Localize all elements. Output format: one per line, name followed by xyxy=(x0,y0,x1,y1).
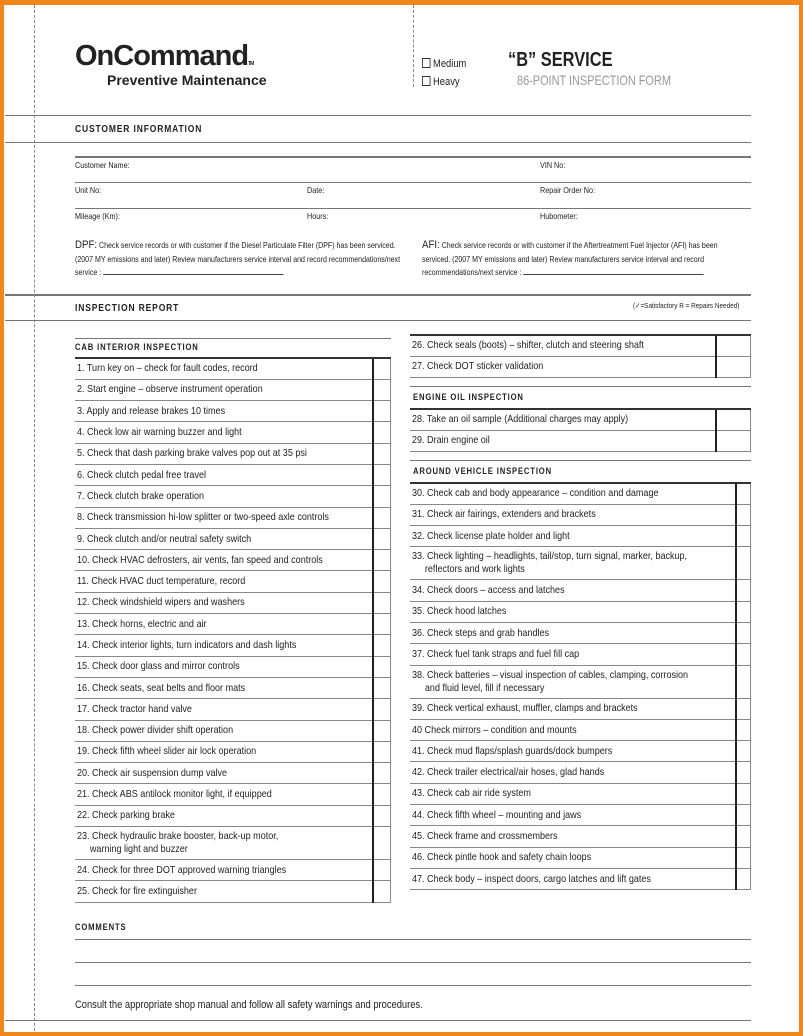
checklist-row xyxy=(75,784,391,805)
checklist-item-text: 16. Check seats, seat belts and floor mats xyxy=(75,677,373,698)
status-checkbox[interactable] xyxy=(736,826,751,847)
checklist-row xyxy=(75,592,391,613)
status-checkbox[interactable] xyxy=(373,805,391,826)
status-checkbox[interactable] xyxy=(373,379,391,400)
status-checkbox[interactable] xyxy=(736,580,751,601)
status-checkbox[interactable] xyxy=(373,486,391,507)
status-checkbox[interactable] xyxy=(373,422,391,443)
status-checkbox[interactable] xyxy=(736,719,751,740)
status-checkbox[interactable] xyxy=(373,550,391,571)
brand-subtitle: Preventive Maintenance xyxy=(107,72,267,88)
checklist-row xyxy=(75,656,391,677)
form-title: “B” SERVICE xyxy=(508,49,613,71)
status-checkbox[interactable] xyxy=(373,677,391,698)
checklist-row xyxy=(75,379,391,400)
checklist-row xyxy=(75,358,391,379)
comments-heading: COMMENTS xyxy=(75,922,127,932)
checklist-item-text: 6. Check clutch pedal free travel xyxy=(75,464,373,485)
status-checkbox[interactable] xyxy=(736,526,751,547)
checklist-item-text: 28. Take an oil sample (Additional charges may apply) xyxy=(410,409,716,430)
status-checkbox[interactable] xyxy=(736,762,751,783)
checklist-item-text: 24. Check for three DOT approved warning triangles xyxy=(75,860,373,881)
status-checkbox[interactable] xyxy=(736,783,751,804)
checklist-row xyxy=(75,486,391,507)
checklist-row xyxy=(410,719,751,740)
status-checkbox[interactable] xyxy=(373,614,391,635)
status-checkbox[interactable] xyxy=(716,335,751,356)
checklist-row xyxy=(410,783,751,804)
checklist-row xyxy=(75,550,391,571)
checklist-item-text: 19. Check fifth wheel slider air lock operation xyxy=(75,741,373,762)
checklist-item-text: 31. Check air fairings, extenders and brackets xyxy=(410,504,736,525)
checklist-item-text: 33. Check lighting – headlights, tail/stop, turn signal, marker, backup, reflectors and work lights xyxy=(410,547,736,580)
checklist-row xyxy=(75,614,391,635)
checklist-row xyxy=(75,699,391,720)
status-checkbox[interactable] xyxy=(736,601,751,622)
checklist-item-text: 41. Check mud flaps/splash guards/dock bumpers xyxy=(410,741,736,762)
checklist-item-text: 21. Check ABS antilock monitor light, if equipped xyxy=(75,784,373,805)
checklist-item-text: 37. Check fuel tank straps and fuel fill cap xyxy=(410,644,736,665)
status-checkbox[interactable] xyxy=(373,741,391,762)
checklist-item-text: 1. Turn key on – check for fault codes, record xyxy=(75,358,373,379)
checklist-row xyxy=(75,422,391,443)
checklist-row xyxy=(410,698,751,719)
checklist-row xyxy=(410,504,751,525)
oil-heading: ENGINE OIL INSPECTION xyxy=(413,392,524,402)
checklist-row xyxy=(75,528,391,549)
checklist-item-text: 44. Check fifth wheel – mounting and jaws xyxy=(410,805,736,826)
cab-heading: CAB INTERIOR INSPECTION xyxy=(75,342,199,352)
checklist-item-text: 32. Check license plate holder and light xyxy=(410,526,736,547)
checklist-item-text: 36. Check steps and grab handles xyxy=(410,622,736,643)
status-checkbox[interactable] xyxy=(736,622,751,643)
checklist-row xyxy=(75,635,391,656)
checklist-row xyxy=(410,580,751,601)
status-checkbox[interactable] xyxy=(373,571,391,592)
legend: (✓=Satisfactory R = Repairs Needed) xyxy=(633,301,740,310)
checklist-item-text: 29. Drain engine oil xyxy=(410,430,716,451)
footer-note: Consult the appropriate shop manual and follow all safety warnings and procedures. xyxy=(75,999,423,1011)
checklist-item-text: 39. Check vertical exhaust, muffler, clamps and brackets xyxy=(410,698,736,719)
status-checkbox[interactable] xyxy=(736,504,751,525)
checklist-item-text: 2. Start engine – observe instrument operation xyxy=(75,379,373,400)
afi-note: AFI: Check service records or with customer if the Aftertreatment Fuel Injector (AFI) has been serviced. (2007 MY emissions and later) Review manufacturers service interval and record recommendations/next service : xyxy=(422,239,718,277)
afi-input[interactable] xyxy=(523,266,703,275)
repair-order-field[interactable]: Repair Order No: xyxy=(540,185,596,195)
checkbox[interactable] xyxy=(422,58,431,68)
checklist-row xyxy=(410,762,751,783)
checklist-row xyxy=(410,622,751,643)
status-checkbox[interactable] xyxy=(716,430,751,451)
checklist-row xyxy=(410,741,751,762)
checklist-item-text: 4. Check low air warning buzzer and light xyxy=(75,422,373,443)
checklist-row xyxy=(75,720,391,741)
checklist-item-text: 13. Check horns, electric and air xyxy=(75,614,373,635)
checklist-item-text: 20. Check air suspension dump valve xyxy=(75,763,373,784)
checklist-row xyxy=(75,464,391,485)
checklist-item-text: 43. Check cab air ride system xyxy=(410,783,736,804)
checklist-row xyxy=(410,356,751,377)
status-checkbox[interactable] xyxy=(373,827,391,860)
checklist-item-text: 3. Apply and release brakes 10 times xyxy=(75,401,373,422)
status-checkbox[interactable] xyxy=(373,635,391,656)
checklist-item-text: 38. Check batteries – visual inspection of cables, clamping, corrosion and fluid level, fill if necessary xyxy=(410,665,736,698)
checklist-item-text: 45. Check frame and crossmembers xyxy=(410,826,736,847)
dpf-note: DPF: Check service records or with customer if the Diesel Particulate Filter (DPF) has been serviced. (2007 MY emissions and later) Review manufacturers service interval and record recommendations/next service : xyxy=(75,239,401,277)
checklist-item-text: 12. Check windshield wipers and washers xyxy=(75,592,373,613)
checklist-item-text: 46. Check pintle hook and safety chain loops xyxy=(410,847,736,868)
checklist-item-text: 14. Check interior lights, turn indicators and dash lights xyxy=(75,635,373,656)
checklist-row xyxy=(410,430,751,451)
comment-line[interactable] xyxy=(75,939,751,940)
checklist-row xyxy=(410,868,751,889)
status-checkbox[interactable] xyxy=(373,358,391,379)
checklist-row xyxy=(75,763,391,784)
checklist-row xyxy=(75,827,391,860)
brand-logo: OnCommandTM xyxy=(75,40,254,72)
status-checkbox[interactable] xyxy=(736,644,751,665)
checklist-item-text: 22. Check parking brake xyxy=(75,805,373,826)
status-checkbox[interactable] xyxy=(373,699,391,720)
mileage-field[interactable]: Mileage (Km): xyxy=(75,211,120,221)
checklist-item-text: 25. Check for fire extinguisher xyxy=(75,881,373,902)
oil-inspection-list xyxy=(410,408,751,452)
customer-heading: CUSTOMER INFORMATION xyxy=(75,124,203,135)
checklist-row xyxy=(75,401,391,422)
status-checkbox[interactable] xyxy=(373,528,391,549)
status-checkbox[interactable] xyxy=(373,763,391,784)
checklist-row xyxy=(410,805,751,826)
status-checkbox[interactable] xyxy=(373,443,391,464)
checklist-row xyxy=(75,507,391,528)
hubometer-field[interactable]: Hubometer: xyxy=(540,211,578,221)
checklist-row xyxy=(75,881,391,902)
checklist-item-text: 8. Check transmission hi-low splitter or two-speed axle controls xyxy=(75,507,373,528)
checklist-item-text: 9. Check clutch and/or neutral safety switch xyxy=(75,528,373,549)
cab-inspection-list-continued xyxy=(410,334,751,378)
checklist-row xyxy=(410,665,751,698)
vin-field[interactable]: VIN No: xyxy=(540,160,566,170)
checklist-item-text: 10. Check HVAC defrosters, air vents, fan speed and controls xyxy=(75,550,373,571)
status-checkbox[interactable] xyxy=(736,805,751,826)
status-checkbox[interactable] xyxy=(373,720,391,741)
header-divider xyxy=(413,5,414,87)
checklist-row xyxy=(75,741,391,762)
date-field[interactable]: Date: xyxy=(307,185,325,195)
checklist-item-text: 15. Check door glass and mirror controls xyxy=(75,656,373,677)
status-checkbox[interactable] xyxy=(736,847,751,868)
checklist-item-text: 17. Check tractor hand valve xyxy=(75,699,373,720)
status-checkbox[interactable] xyxy=(736,483,751,504)
checklist-item-text: 27. Check DOT sticker validation xyxy=(410,356,716,377)
status-checkbox[interactable] xyxy=(736,868,751,889)
checklist-item-text: 26. Check seals (boots) – shifter, clutch and steering shaft xyxy=(410,335,716,356)
checklist-item-text: 11. Check HVAC duct temperature, record xyxy=(75,571,373,592)
checklist-item-text: 23. Check hydraulic brake booster, back-up motor, warning light and buzzer xyxy=(75,827,373,860)
comment-line[interactable] xyxy=(75,985,751,986)
around-vehicle-list xyxy=(410,482,751,890)
checklist-row xyxy=(410,601,751,622)
status-checkbox[interactable] xyxy=(736,741,751,762)
checklist-item-text: 40 Check mirrors – condition and mounts xyxy=(410,719,736,740)
hours-field[interactable]: Hours: xyxy=(307,211,329,221)
status-checkbox[interactable] xyxy=(736,547,751,580)
checklist-row xyxy=(410,547,751,580)
checklist-item-text: 35. Check hood latches xyxy=(410,601,736,622)
customer-name-field[interactable]: Customer Name: xyxy=(75,160,130,170)
checklist-row xyxy=(75,677,391,698)
status-checkbox[interactable] xyxy=(373,592,391,613)
checklist-item-text: 30. Check cab and body appearance – condition and damage xyxy=(410,483,736,504)
checklist-item-text: 18. Check power divider shift operation xyxy=(75,720,373,741)
checklist-item-text: 34. Check doors – access and latches xyxy=(410,580,736,601)
checklist-item-text: 42. Check trailer electrical/air hoses, glad hands xyxy=(410,762,736,783)
checklist-row xyxy=(410,826,751,847)
comment-line[interactable] xyxy=(75,962,751,963)
status-checkbox[interactable] xyxy=(736,698,751,719)
checklist-row xyxy=(410,644,751,665)
around-heading: AROUND VEHICLE INSPECTION xyxy=(413,466,552,476)
status-checkbox[interactable] xyxy=(373,860,391,881)
checklist-item-text: 7. Check clutch brake operation xyxy=(75,486,373,507)
dpf-input[interactable] xyxy=(103,266,283,275)
inspection-report-heading: INSPECTION REPORT xyxy=(75,303,180,314)
checklist-row xyxy=(410,335,751,356)
status-checkbox[interactable] xyxy=(373,656,391,677)
checklist-row xyxy=(75,443,391,464)
checklist-row xyxy=(410,483,751,504)
status-checkbox[interactable] xyxy=(373,464,391,485)
checklist-row xyxy=(75,805,391,826)
status-checkbox[interactable] xyxy=(373,784,391,805)
checklist-item-text: 47. Check body – inspect doors, cargo latches and lift gates xyxy=(410,868,736,889)
perforation-line xyxy=(34,5,35,1031)
checkbox[interactable] xyxy=(422,76,431,86)
status-checkbox[interactable] xyxy=(373,401,391,422)
status-checkbox[interactable] xyxy=(736,665,751,698)
checklist-row xyxy=(75,860,391,881)
status-checkbox[interactable] xyxy=(716,356,751,377)
option-heavy[interactable]: Heavy xyxy=(422,76,460,88)
option-medium[interactable]: Medium xyxy=(422,58,466,70)
status-checkbox[interactable] xyxy=(716,409,751,430)
status-checkbox[interactable] xyxy=(373,881,391,902)
cab-inspection-list xyxy=(75,357,391,903)
checklist-row xyxy=(410,526,751,547)
unit-field[interactable]: Unit No: xyxy=(75,185,102,195)
checklist-row xyxy=(410,409,751,430)
checklist-item-text: 5. Check that dash parking brake valves pop out at 35 psi xyxy=(75,443,373,464)
form-subtitle: 86-POINT INSPECTION FORM xyxy=(517,72,671,88)
status-checkbox[interactable] xyxy=(373,507,391,528)
checklist-row xyxy=(410,847,751,868)
checklist-row xyxy=(75,571,391,592)
